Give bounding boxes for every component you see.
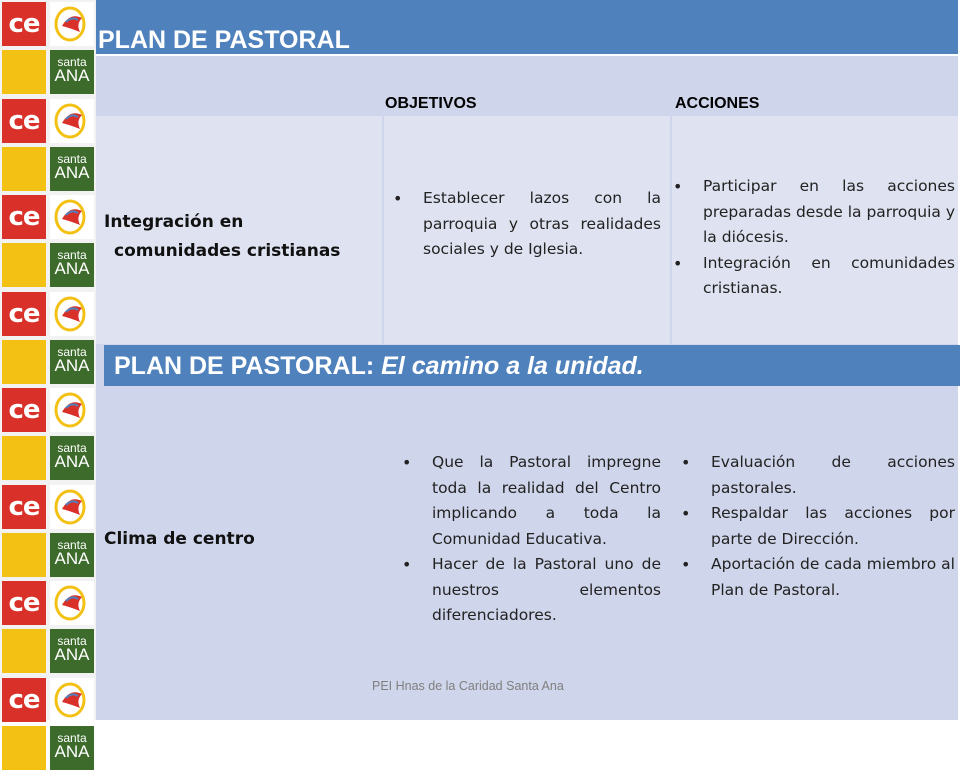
santa-text: santa: [57, 731, 87, 745]
dove-logo-icon: [50, 2, 94, 46]
header-cell-empty: [98, 58, 382, 114]
ce-logo-tile: [2, 581, 46, 625]
row-1-title: [104, 208, 340, 266]
ana-text: ANA: [54, 66, 90, 85]
page-title: PLAN DE PASTORAL: [98, 26, 350, 54]
list-item: • Que la Pastoral impregne toda la realidad del Centro implicando a toda la Comunidad Educativa.: [432, 450, 661, 552]
ana-text: ANA: [54, 452, 90, 471]
yellow-tile: [2, 533, 46, 577]
santa-text: santa: [57, 152, 87, 166]
ce-logo-text: ce: [8, 588, 40, 618]
dove-logo-icon: [50, 485, 94, 529]
dove-logo-icon: [50, 292, 94, 336]
ana-text: ANA: [54, 259, 90, 278]
santa-ana-logo-tile: [50, 243, 94, 287]
dove-icon: [50, 195, 94, 239]
ana-text: ANA: [54, 645, 90, 664]
ce-logo-text: ce: [8, 492, 40, 522]
yellow-tile: [2, 147, 46, 191]
yellow-tile: [2, 243, 46, 287]
dove-icon: [50, 292, 94, 336]
list-item: • Evaluación de acciones pastorales.: [711, 450, 955, 501]
dove-logo-icon: [50, 99, 94, 143]
ce-logo-text: ce: [8, 106, 40, 136]
santa-ana-logo-tile: [50, 533, 94, 577]
row-2-objetivos-list: [432, 450, 661, 629]
row-2-title: Clima de centro: [104, 529, 255, 549]
logo-sidebar: [0, 0, 96, 761]
ce-logo-text: ce: [8, 395, 40, 425]
santa-ana-logo-tile: [50, 50, 94, 94]
ana-text: ANA: [54, 163, 90, 182]
banner-main: PLAN DE PASTORAL:: [114, 352, 375, 380]
ce-logo-tile: [2, 292, 46, 336]
ce-logo-tile: [2, 2, 46, 46]
row-1-objetivos-list: [423, 186, 661, 263]
ce-logo-tile: [2, 678, 46, 722]
row-2-acciones-list: [711, 450, 955, 603]
dove-icon: [50, 581, 94, 625]
ce-logo-tile: [2, 99, 46, 143]
dove-icon: [50, 485, 94, 529]
santa-ana-logo-tile: [50, 436, 94, 480]
ana-text: ANA: [54, 549, 90, 568]
dove-icon: [50, 99, 94, 143]
santa-ana-logo-tile: [50, 629, 94, 673]
yellow-tile: [2, 726, 46, 770]
yellow-tile: [2, 436, 46, 480]
dove-logo-icon: [50, 678, 94, 722]
ana-text: ANA: [54, 356, 90, 375]
santa-text: santa: [57, 634, 87, 648]
santa-ana-logo-tile: [50, 147, 94, 191]
banner-sub: El camino a la unidad.: [381, 352, 644, 380]
yellow-tile: [2, 629, 46, 673]
santa-text: santa: [57, 248, 87, 262]
yellow-tile: [2, 50, 46, 94]
list-item: • Hacer de la Pastoral uno de nuestros elementos diferenciadores.: [432, 552, 661, 629]
ce-logo-text: ce: [8, 685, 40, 715]
dove-icon: [50, 2, 94, 46]
santa-ana-logo-tile: [50, 340, 94, 384]
ce-logo-tile: [2, 485, 46, 529]
ce-logo-text: ce: [8, 202, 40, 232]
santa-text: santa: [57, 345, 87, 359]
ce-logo-text: ce: [8, 299, 40, 329]
dove-icon: [50, 388, 94, 432]
santa-text: santa: [57, 538, 87, 552]
dove-logo-icon: [50, 195, 94, 239]
ana-text: ANA: [54, 742, 90, 761]
ce-logo-tile: [2, 195, 46, 239]
list-item: • Establecer lazos con la parroquia y otras realidades sociales y de Iglesia.: [423, 186, 661, 263]
list-item: • Respaldar las acciones por parte de Dirección.: [711, 501, 955, 552]
row-1-acciones-list: [703, 174, 955, 302]
santa-text: santa: [57, 441, 87, 455]
santa-ana-logo-tile: [50, 726, 94, 770]
header-acciones: ACCIONES: [675, 95, 760, 112]
row-1-title-line-2: comunidades cristianas: [114, 241, 341, 261]
header-objetivos: OBJETIVOS: [385, 95, 477, 112]
yellow-tile: [2, 340, 46, 384]
subtitle-banner: [104, 345, 960, 386]
row-1-title-line-1: Integración en: [104, 212, 244, 232]
santa-text: santa: [57, 55, 87, 69]
ce-logo-tile: [2, 388, 46, 432]
footer-text: PEI Hnas de la Caridad Santa Ana: [372, 679, 564, 693]
dove-icon: [50, 678, 94, 722]
dove-logo-icon: [50, 388, 94, 432]
list-item: • Integración en comunidades cristianas.: [703, 251, 955, 302]
ce-logo-text: ce: [8, 9, 40, 39]
dove-logo-icon: [50, 581, 94, 625]
list-item: • Aportación de cada miembro al Plan de Pastoral.: [711, 552, 955, 603]
list-item: • Participar en las acciones preparadas desde la parroquia y la diócesis.: [703, 174, 955, 251]
